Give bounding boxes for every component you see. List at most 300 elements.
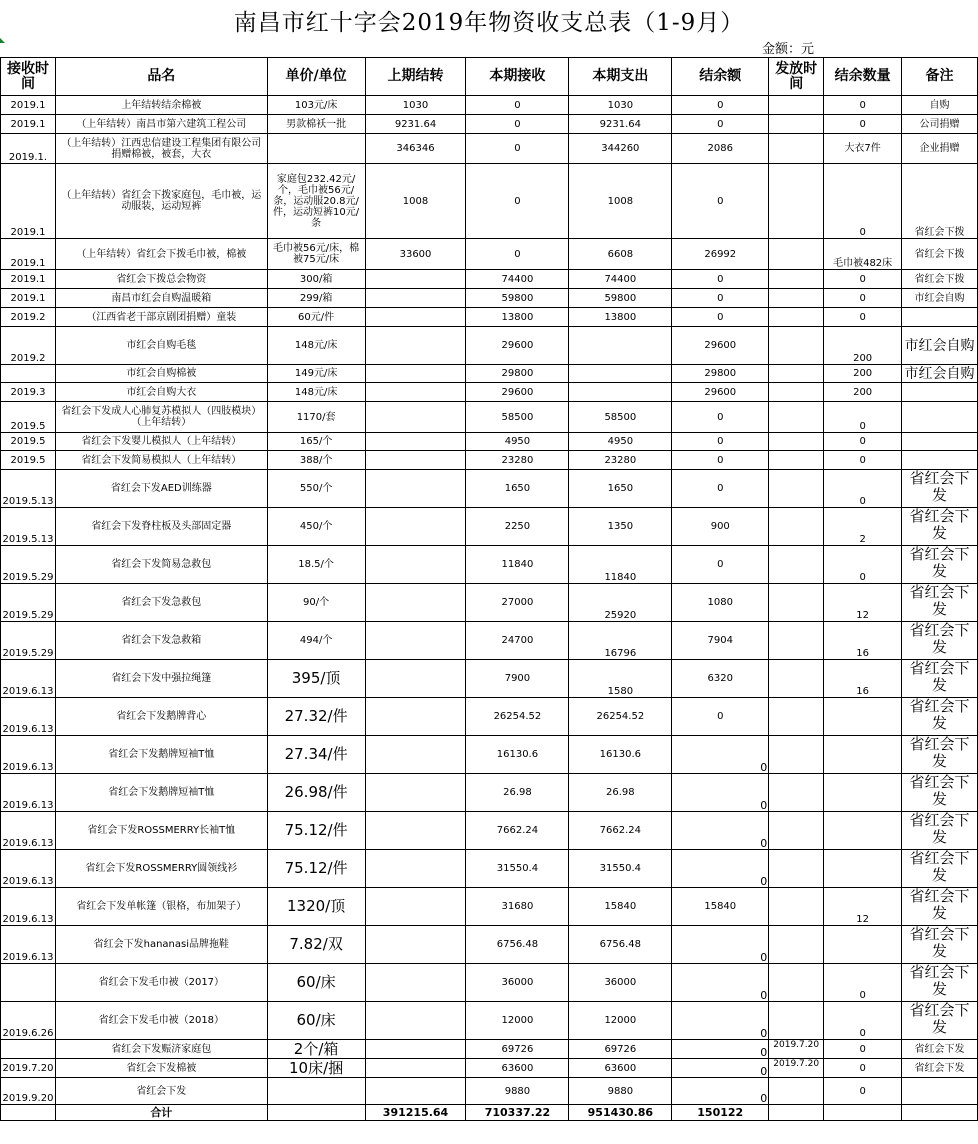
cell-note: 省红会下发 (902, 1040, 978, 1059)
cell-date: 2019.3 (1, 383, 56, 402)
cell-note (902, 451, 978, 470)
cell-date: 2019.6.13 (1, 660, 56, 698)
cell-balance: 0 (672, 1040, 769, 1059)
cell-name: 省红会下发棉被 (55, 1059, 267, 1078)
cell-out: 1580 (569, 660, 672, 698)
cell-balance: 900 (672, 508, 769, 546)
cell-price: 148元/床 (267, 383, 365, 402)
cell-date: 2019.5.13 (1, 508, 56, 546)
cell-issue (769, 964, 824, 1002)
cell-balance: 0 (672, 1059, 769, 1078)
cell-name: 南昌市红会自购温暖箱 (55, 289, 267, 308)
cell-balance: 0 (672, 1002, 769, 1040)
cell-name: 省红会下发赈济家庭包 (55, 1040, 267, 1059)
cell-recv: 4950 (466, 433, 569, 451)
cell-recv: 36000 (466, 964, 569, 1002)
header-out: 本期支出 (569, 58, 672, 96)
cell-name: 省红会下发急救箱 (55, 622, 267, 660)
cell-price: 7.82/双 (267, 926, 365, 964)
cell-prev (365, 308, 466, 327)
table-row (1, 164, 978, 239)
cell-out: 74400 (569, 270, 672, 289)
cell-recv: 7662.24 (466, 812, 569, 850)
cell-qty (824, 850, 902, 888)
cell-out (569, 383, 672, 402)
cell-balance: 0 (672, 774, 769, 812)
cell-qty: 0 (824, 402, 902, 433)
cell-balance: 0 (672, 308, 769, 327)
cell-name: 省红会下发ROSSMERRY长袖T恤 (55, 812, 267, 850)
cell-price: 1320/顶 (267, 888, 365, 926)
cell-note (902, 402, 978, 433)
cell-out: 12000 (569, 1002, 672, 1040)
cell-price: 300/箱 (267, 270, 365, 289)
cell-prev (365, 698, 466, 736)
cell-date: 2019.6.13 (1, 698, 56, 736)
cell-name: 省红会下发成人心肺复苏模拟人（四肢模块）（上年结转） (55, 402, 267, 433)
table-row (1, 134, 978, 164)
cell-prev (365, 888, 466, 926)
cell-note: 市红会自购 (902, 365, 978, 383)
cell-prev (365, 451, 466, 470)
table-row (1, 383, 978, 402)
unit-label: 金额：元 (762, 42, 815, 57)
cell-date: 2019.2 (1, 327, 56, 365)
cell-date: 2019.5 (1, 433, 56, 451)
table-row (1, 584, 978, 622)
cell-price: 男款棉袄一批 (267, 115, 365, 134)
cell-qty (824, 736, 902, 774)
cell-balance: 0 (672, 812, 769, 850)
cell-date: 2019.1 (1, 270, 56, 289)
cell-price: 1170/套 (267, 402, 365, 433)
cell-out: 26.98 (569, 774, 672, 812)
cell-name: 市红会自购棉被 (55, 365, 267, 383)
cell-note: 省红会下发 (902, 698, 978, 736)
cell-note: 省红会下拨 (902, 239, 978, 270)
cell-prev (365, 1002, 466, 1040)
cell-out: 23280 (569, 451, 672, 470)
page-title: 南昌市红十字会2019年物资收支总表（1-9月） (233, 10, 745, 36)
cell-date: 2019.5 (1, 402, 56, 433)
table-row (1, 546, 978, 584)
header-name: 品名 (55, 58, 267, 96)
cell-balance: 0 (672, 736, 769, 774)
cell-qty: 0 (824, 964, 902, 1002)
cell-recv: 27000 (466, 584, 569, 622)
cell-out: 16130.6 (569, 736, 672, 774)
cell-note (902, 308, 978, 327)
table-row (1, 402, 978, 433)
cell-note (902, 383, 978, 402)
cell-price: 75.12/件 (267, 850, 365, 888)
cell-date (1, 964, 56, 1002)
table-row (1, 660, 978, 698)
total-recv: 710337.22 (466, 1105, 569, 1121)
cell-recv: 6756.48 (466, 926, 569, 964)
table-row (1, 1002, 978, 1040)
table-row (1, 365, 978, 383)
cell-qty: 0 (824, 308, 902, 327)
cell-qty: 0 (824, 1059, 902, 1078)
cell-price: 90/个 (267, 584, 365, 622)
cell-issue (769, 451, 824, 470)
cell-note: 省红会下发 (902, 964, 978, 1002)
cell-out: 6756.48 (569, 926, 672, 964)
total-issue (769, 1105, 824, 1121)
cell-price: 60/床 (267, 964, 365, 1002)
cell-out: 9231.64 (569, 115, 672, 134)
cell-recv: 31550.4 (466, 850, 569, 888)
total-balance: 150122 (672, 1105, 769, 1121)
cell-issue (769, 270, 824, 289)
cell-qty: 0 (824, 470, 902, 508)
cell-out: 63600 (569, 1059, 672, 1078)
cell-prev (365, 365, 466, 383)
cell-issue (769, 164, 824, 239)
cell-price (267, 134, 365, 164)
cell-price: 60元/件 (267, 308, 365, 327)
cell-recv: 9880 (466, 1078, 569, 1105)
cell-balance: 0 (672, 289, 769, 308)
cell-qty: 2 (824, 508, 902, 546)
table-row (1, 736, 978, 774)
cell-prev (365, 383, 466, 402)
cell-qty: 0 (824, 1002, 902, 1040)
cell-out: 1350 (569, 508, 672, 546)
cell-price: 2个/箱 (267, 1040, 365, 1059)
cell-prev (365, 850, 466, 888)
cell-name: 省红会下发中强拉绳篷 (55, 660, 267, 698)
cell-recv: 1650 (466, 470, 569, 508)
cell-out: 25920 (569, 584, 672, 622)
cell-prev (365, 1059, 466, 1078)
cell-qty: 200 (824, 327, 902, 365)
cell-note: 省红会下发 (902, 622, 978, 660)
cell-date: 2019.7.20 (1, 1059, 56, 1078)
table-row (1, 115, 978, 134)
cell-out: 36000 (569, 964, 672, 1002)
table-row (1, 289, 978, 308)
cell-out: 11840 (569, 546, 672, 584)
cell-issue (769, 115, 824, 134)
cell-qty: 12 (824, 584, 902, 622)
table-row (1, 1059, 978, 1078)
cell-qty: 0 (824, 289, 902, 308)
cell-qty: 16 (824, 660, 902, 698)
cell-issue (769, 508, 824, 546)
cell-issue (769, 383, 824, 402)
cell-out: 6608 (569, 239, 672, 270)
cell-date: 2019.1 (1, 115, 56, 134)
cell-qty: 12 (824, 888, 902, 926)
cell-recv: 69726 (466, 1040, 569, 1059)
cell-name: 省红会下发简易急救包 (55, 546, 267, 584)
cell-prev (365, 736, 466, 774)
total-qty (824, 1105, 902, 1121)
cell-balance: 15840 (672, 888, 769, 926)
cell-balance: 0 (672, 451, 769, 470)
cell-name: （上年结转）南昌市第六建筑工程公司 (55, 115, 267, 134)
cell-balance: 0 (672, 96, 769, 115)
cell-qty (824, 774, 902, 812)
table-row (1, 774, 978, 812)
cell-issue (769, 774, 824, 812)
cell-issue (769, 327, 824, 365)
cell-price: 299/箱 (267, 289, 365, 308)
cell-prev (365, 926, 466, 964)
table-row (1, 239, 978, 270)
total-out: 951430.86 (569, 1105, 672, 1121)
cell-recv: 0 (466, 239, 569, 270)
cell-out: 58500 (569, 402, 672, 433)
cell-prev (365, 470, 466, 508)
cell-prev (365, 1078, 466, 1105)
cell-issue (769, 289, 824, 308)
table-row (1, 888, 978, 926)
cell-date: 2019.6.26 (1, 1002, 56, 1040)
cell-price: 毛巾被56元/床，棉被75元/床 (267, 239, 365, 270)
cell-qty (824, 698, 902, 736)
cell-recv: 23280 (466, 451, 569, 470)
cell-recv: 29600 (466, 383, 569, 402)
cell-recv: 0 (466, 115, 569, 134)
cell-note: 省红会下发 (902, 774, 978, 812)
cell-balance: 0 (672, 698, 769, 736)
cell-out: 1030 (569, 96, 672, 115)
cell-name: 省红会下发鹅牌背心 (55, 698, 267, 736)
cell-prev (365, 546, 466, 584)
header-balance: 结余额 (672, 58, 769, 96)
cell-issue (769, 698, 824, 736)
cell-out: 69726 (569, 1040, 672, 1059)
cell-prev (365, 584, 466, 622)
cell-balance: 6320 (672, 660, 769, 698)
header-qty: 结余数量 (824, 58, 902, 96)
cell-issue (769, 1078, 824, 1105)
cell-note: 省红会下发 (902, 470, 978, 508)
cell-note: 省红会下发 (902, 584, 978, 622)
cell-issue (769, 850, 824, 888)
cell-issue (769, 1002, 824, 1040)
cell-note: 自购 (902, 96, 978, 115)
cell-issue: 2019.7.20 (769, 1040, 824, 1059)
cell-qty: 毛巾被482床 (824, 239, 902, 270)
cell-qty: 200 (824, 383, 902, 402)
cell-recv: 7900 (466, 660, 569, 698)
total-label: 合计 (55, 1105, 267, 1121)
cell-out (569, 327, 672, 365)
cell-name: 市红会自购毛毯 (55, 327, 267, 365)
cell-name: 省红会下发简易模拟人（上年结转） (55, 451, 267, 470)
cell-prev (365, 433, 466, 451)
table-row (1, 812, 978, 850)
cell-note: 省红会下发 (902, 1002, 978, 1040)
cell-prev: 33600 (365, 239, 466, 270)
summary-table (0, 57, 978, 1121)
cell-price: 450/个 (267, 508, 365, 546)
cell-date: 2019.6.13 (1, 888, 56, 926)
table-row (1, 508, 978, 546)
cell-date: 2019.1 (1, 239, 56, 270)
cell-out: 9880 (569, 1078, 672, 1105)
cell-price: 395/顶 (267, 660, 365, 698)
cell-note: 公司捐赠 (902, 115, 978, 134)
cell-name: 省红会下发 (55, 1078, 267, 1105)
cell-price: 27.32/件 (267, 698, 365, 736)
cell-price: 149元/床 (267, 365, 365, 383)
header-note: 备注 (902, 58, 978, 96)
cell-prev: 9231.64 (365, 115, 466, 134)
cell-balance: 0 (672, 270, 769, 289)
cell-recv: 0 (466, 164, 569, 239)
cell-qty: 0 (824, 1078, 902, 1105)
cell-recv: 11840 (466, 546, 569, 584)
table-row (1, 96, 978, 115)
cell-recv: 24700 (466, 622, 569, 660)
total-date (1, 1105, 56, 1121)
cell-qty (824, 812, 902, 850)
cell-prev (365, 774, 466, 812)
cell-recv: 0 (466, 96, 569, 115)
cell-price: 26.98/件 (267, 774, 365, 812)
cell-balance: 0 (672, 433, 769, 451)
cell-qty: 0 (824, 1040, 902, 1059)
cell-date (1, 365, 56, 383)
cell-recv: 26254.52 (466, 698, 569, 736)
cell-recv: 59800 (466, 289, 569, 308)
table-row (1, 964, 978, 1002)
table-row (1, 451, 978, 470)
table-row (1, 850, 978, 888)
cell-balance: 0 (672, 402, 769, 433)
cell-name: （上年结转）省红会下拨家庭包，毛巾被，运动服装，运动短裤 (55, 164, 267, 239)
cell-recv: 2250 (466, 508, 569, 546)
cell-prev (365, 812, 466, 850)
cell-recv: 26.98 (466, 774, 569, 812)
cell-out: 1650 (569, 470, 672, 508)
cell-recv: 63600 (466, 1059, 569, 1078)
cell-price: 10床/捆 (267, 1059, 365, 1078)
cell-issue (769, 926, 824, 964)
cell-balance: 1080 (672, 584, 769, 622)
cell-issue (769, 584, 824, 622)
cell-date: 2019.9.20 (1, 1078, 56, 1105)
cell-qty: 0 (824, 115, 902, 134)
cell-prev: 346346 (365, 134, 466, 164)
total-row (1, 1105, 978, 1121)
cell-prev (365, 289, 466, 308)
cell-note: 省红会下发 (902, 812, 978, 850)
total-prev: 391215.64 (365, 1105, 466, 1121)
cell-name: （上年结转）省红会下拨毛巾被，棉被 (55, 239, 267, 270)
cell-note: 企业捐赠 (902, 134, 978, 164)
cell-price: 388/个 (267, 451, 365, 470)
cell-note: 省红会下发 (902, 926, 978, 964)
cell-name: 省红会下发鹅牌短袖T恤 (55, 736, 267, 774)
cell-prev (365, 508, 466, 546)
cell-note (902, 433, 978, 451)
cell-qty: 16 (824, 622, 902, 660)
table-row (1, 433, 978, 451)
total-note (902, 1105, 978, 1121)
cell-name: 省红会下发AED训练器 (55, 470, 267, 508)
cell-price: 103元/床 (267, 96, 365, 115)
cell-prev: 1008 (365, 164, 466, 239)
cell-corner-marker (0, 38, 5, 43)
cell-qty (824, 926, 902, 964)
cell-name: 市红会自购大衣 (55, 383, 267, 402)
cell-date: 2019.5.29 (1, 584, 56, 622)
cell-prev (365, 327, 466, 365)
table-row (1, 1078, 978, 1105)
cell-issue (769, 736, 824, 774)
cell-recv: 74400 (466, 270, 569, 289)
cell-price: 165/个 (267, 433, 365, 451)
cell-price: 148元/床 (267, 327, 365, 365)
cell-name: 省红会下发hananasi品牌拖鞋 (55, 926, 267, 964)
cell-date: 2019.1. (1, 134, 56, 164)
cell-out: 31550.4 (569, 850, 672, 888)
cell-date: 2019.6.13 (1, 926, 56, 964)
cell-prev (365, 660, 466, 698)
cell-issue (769, 812, 824, 850)
cell-date: 2019.6.13 (1, 736, 56, 774)
table-row (1, 926, 978, 964)
cell-date: 2019.5 (1, 451, 56, 470)
cell-name: 省红会下发毛巾被（2017） (55, 964, 267, 1002)
cell-price: 27.34/件 (267, 736, 365, 774)
total-price (267, 1105, 365, 1121)
table-row (1, 622, 978, 660)
cell-name: （上年结转）江西忠信建设工程集团有限公司捐赠棉被，被套，大衣 (55, 134, 267, 164)
cell-issue (769, 546, 824, 584)
cell-note: 省红会下发 (902, 660, 978, 698)
cell-qty: 0 (824, 433, 902, 451)
cell-note: 省红会下拨 (902, 164, 978, 239)
cell-note: 市红会自购 (902, 327, 978, 365)
cell-recv: 13800 (466, 308, 569, 327)
cell-date: 2019.6.13 (1, 850, 56, 888)
cell-name: 省红会下发婴儿模拟人（上年结转） (55, 433, 267, 451)
table-row (1, 270, 978, 289)
cell-issue (769, 622, 824, 660)
cell-recv: 29800 (466, 365, 569, 383)
cell-note: 省红会下发 (902, 546, 978, 584)
cell-recv: 0 (466, 134, 569, 164)
cell-balance: 26992 (672, 239, 769, 270)
cell-recv: 29600 (466, 327, 569, 365)
cell-balance: 29600 (672, 327, 769, 365)
cell-qty: 0 (824, 270, 902, 289)
cell-name: 省红会下发ROSSMERRY圆领线衫 (55, 850, 267, 888)
cell-balance: 0 (672, 164, 769, 239)
cell-date: 2019.6.13 (1, 812, 56, 850)
table-row (1, 698, 978, 736)
cell-qty: 大衣7件 (824, 134, 902, 164)
cell-note: 省红会下发 (902, 888, 978, 926)
cell-balance: 7904 (672, 622, 769, 660)
table-row (1, 308, 978, 327)
cell-prev (365, 622, 466, 660)
cell-out: 4950 (569, 433, 672, 451)
cell-balance: 0 (672, 1078, 769, 1105)
cell-price: 18.5/个 (267, 546, 365, 584)
cell-recv: 12000 (466, 1002, 569, 1040)
cell-price: 75.12/件 (267, 812, 365, 850)
cell-out (569, 365, 672, 383)
cell-issue (769, 308, 824, 327)
